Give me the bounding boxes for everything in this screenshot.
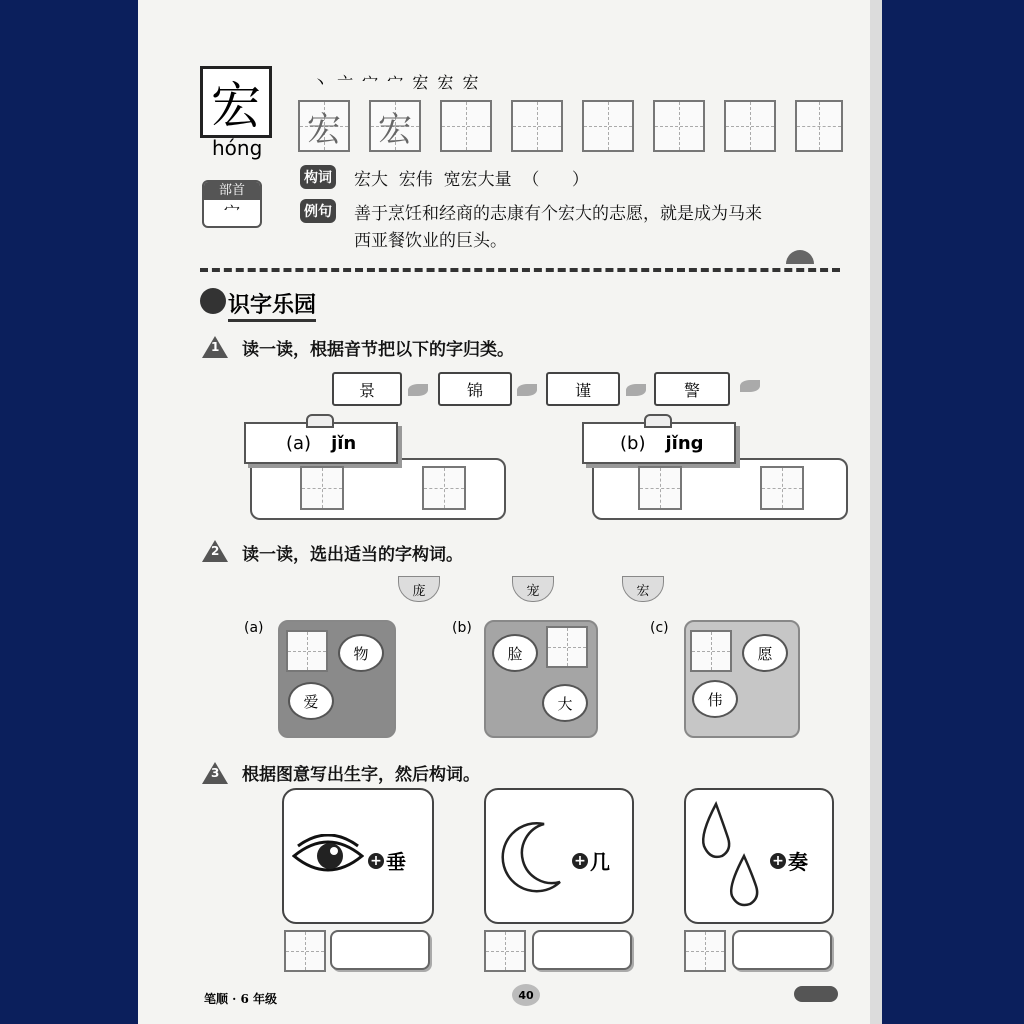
write-square-8[interactable] (795, 100, 843, 152)
q2-option-1: 庞 (398, 576, 440, 602)
q2-a-square[interactable] (286, 630, 328, 672)
q2-title: 读一读，选出适当的字构词。 (242, 545, 463, 565)
publisher-logo-icon (794, 986, 838, 1002)
q2-number-badge: 2 (202, 540, 228, 562)
q2-option-3: 宏 (622, 576, 664, 602)
q1-char-scroll-2: 锦 (438, 372, 512, 406)
example-line-1: 善于烹饪和经商的志康有个宏大的志愿，就是成为马来 (354, 204, 762, 224)
q1-a-square-2[interactable] (422, 466, 466, 510)
q3-plus-3: + 奏 (770, 846, 808, 875)
q3-word-box-1[interactable] (330, 930, 430, 970)
q3-word-box-3[interactable] (732, 930, 832, 970)
q2-a-word-2: 爱 (288, 682, 334, 720)
q1-number-badge: 1 (202, 336, 228, 358)
q2-b-square[interactable] (546, 626, 588, 668)
vocab-words: 宏大 宏伟 宽宏大量 （ ） (354, 170, 589, 190)
stroke-order: 丶 亠 宀 宀 宏 宏 宏 (312, 73, 481, 92)
q2-a-word-1: 物 (338, 634, 384, 672)
section-title: 识字乐园 (228, 288, 316, 322)
q1-b-square-2[interactable] (760, 466, 804, 510)
q2-b-label: (b) (452, 620, 472, 636)
q3-word-box-2[interactable] (532, 930, 632, 970)
page-edge (870, 0, 882, 1024)
radical-label: 部首 (204, 182, 260, 200)
q1-group-b-answer-bar (592, 458, 848, 520)
q2-c-square[interactable] (690, 630, 732, 672)
q2-b-word-2: 大 (542, 684, 588, 722)
footer-book-title: 笔顺 · 6 年级 (204, 992, 278, 1006)
q1-group-b-label: (b) jǐng (582, 422, 736, 464)
leaf-icon (740, 380, 760, 392)
q3-square-1[interactable] (284, 930, 326, 972)
eye-icon (292, 834, 364, 878)
write-square-5[interactable] (582, 100, 634, 152)
q1-char-scroll-4: 警 (654, 372, 730, 406)
leaf-icon (517, 384, 537, 396)
radical-box (202, 180, 262, 228)
q2-c-label: (c) (650, 620, 669, 636)
q1-char-scroll-1: 景 (332, 372, 402, 406)
plus-icon: + (368, 853, 384, 869)
plus-icon: + (572, 853, 588, 869)
q1-group-a-label: (a) jǐn (244, 422, 398, 464)
q1-a-square-1[interactable] (300, 466, 344, 510)
write-square-7[interactable] (724, 100, 776, 152)
plus-icon: + (770, 853, 786, 869)
q3-square-3[interactable] (684, 930, 726, 972)
q3-title: 根据图意写出生字，然后构词。 (242, 765, 480, 785)
write-square-3[interactable] (440, 100, 492, 152)
section-divider (200, 268, 840, 272)
q3-number-badge: 3 (202, 762, 228, 784)
example-tag: 例句 (300, 199, 336, 223)
q2-c-word-1: 愿 (742, 634, 788, 672)
q2-a-label: (a) (244, 620, 264, 636)
pinyin: hóng (212, 136, 263, 160)
water-drops-icon (696, 800, 768, 910)
q1-char-scroll-3: 谨 (546, 372, 620, 406)
q1-title: 读一读，根据音节把以下的字归类。 (242, 340, 514, 360)
q3-plus-1: + 垂 (368, 846, 406, 875)
pin-icon (306, 414, 334, 428)
trace-square-1[interactable]: 宏 (298, 100, 350, 152)
write-square-4[interactable] (511, 100, 563, 152)
example-line-2: 西亚餐饮业的巨头。 (354, 231, 507, 251)
vocab-tag: 构词 (300, 165, 336, 189)
q2-option-2: 宠 (512, 576, 554, 602)
footer-page-number: 40 (512, 984, 540, 1006)
q2-c-word-2: 伟 (692, 680, 738, 718)
leaf-icon (408, 384, 428, 396)
radical-value: 宀 (223, 202, 240, 221)
main-character: 宏 (211, 77, 261, 135)
q1-group-a-answer-bar (250, 458, 506, 520)
trace-square-2[interactable]: 宏 (369, 100, 421, 152)
write-square-6[interactable] (653, 100, 705, 152)
section-icon (200, 288, 226, 314)
leaf-icon (626, 384, 646, 396)
pin-icon (644, 414, 672, 428)
q1-b-square-1[interactable] (638, 466, 682, 510)
q2-b-word-1: 脸 (492, 634, 538, 672)
q3-square-2[interactable] (484, 930, 526, 972)
moon-icon (494, 818, 566, 898)
q3-plus-2: + 几 (572, 846, 610, 875)
main-character-box (200, 66, 272, 138)
